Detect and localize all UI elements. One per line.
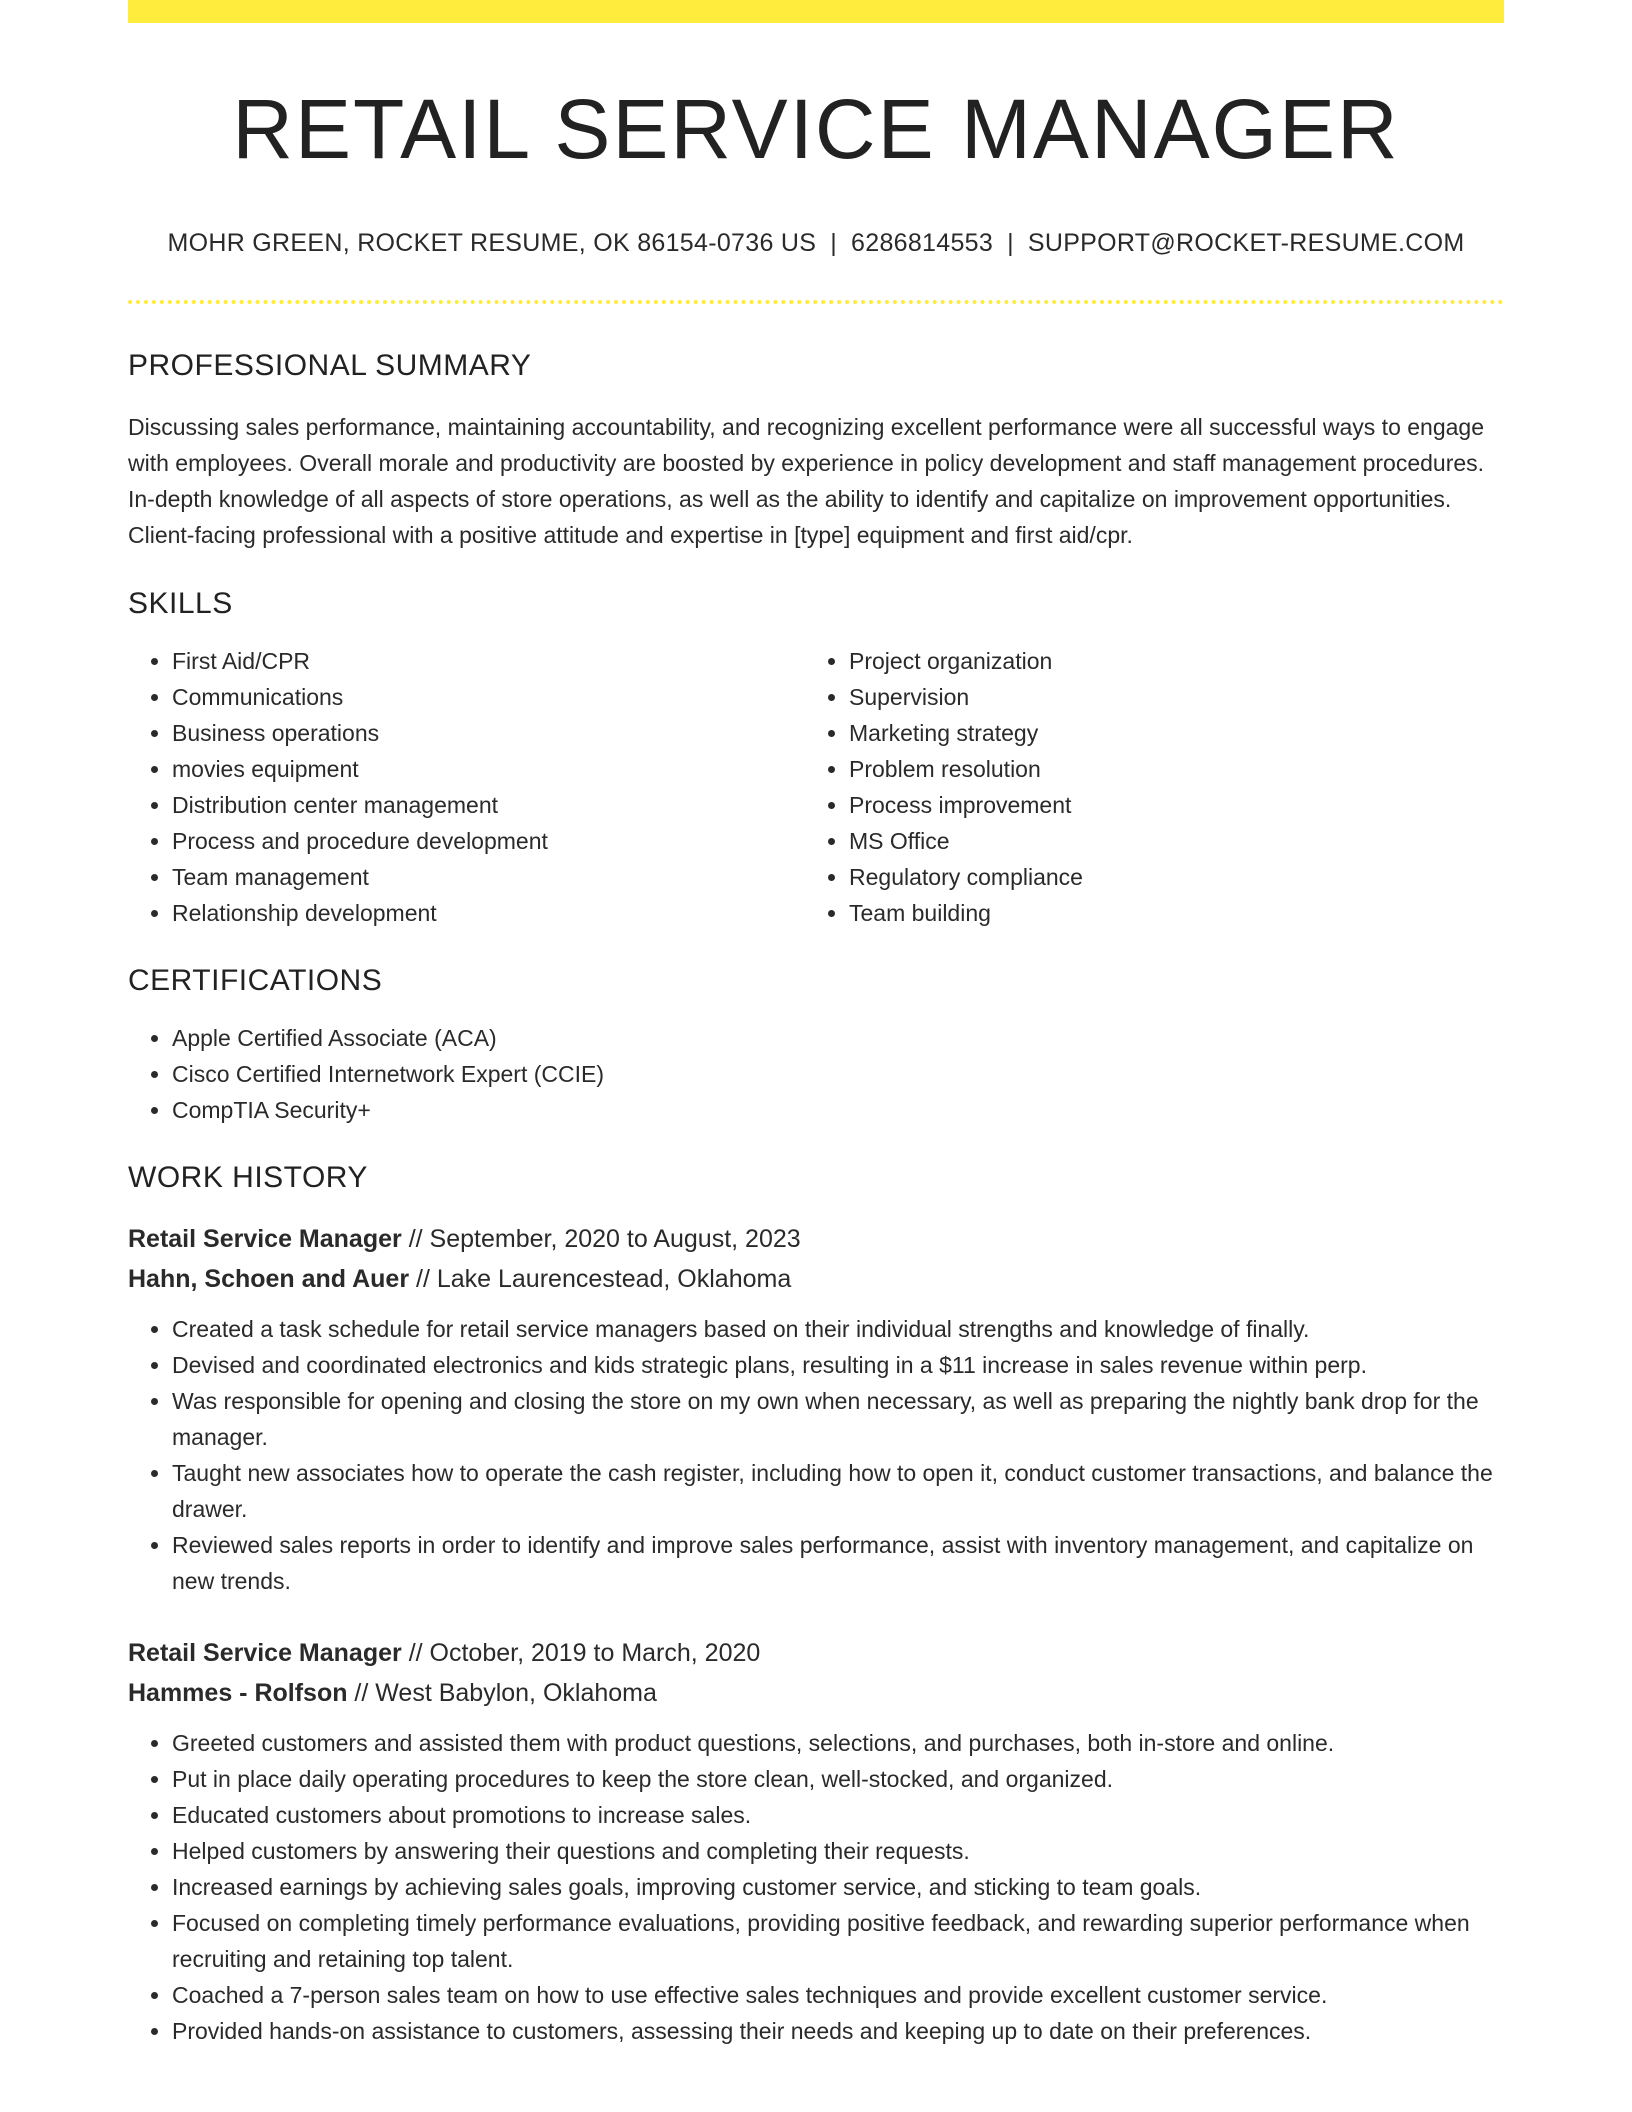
- job-bullet: • Devised and coordinated electronics and kids strategic plans, resulting in a $11 increase in sales revenue within perp.: [172, 1347, 1504, 1383]
- accent-top-bar: [128, 0, 1504, 23]
- job-location: // West Babylon, Oklahoma: [347, 1679, 657, 1708]
- contact-email[interactable]: SUPPORT@ROCKET-RESUME.COM: [1027, 229, 1465, 258]
- job-bullet: • Was responsible for opening and closing the store on my own when necessary, as well as preparing the nightly bank drop for the manager.: [172, 1383, 1504, 1455]
- skill-item: • MS Office: [849, 823, 1482, 859]
- skills-column-right: [805, 643, 1482, 931]
- skill-item: • Team building: [849, 895, 1482, 931]
- skills-list: [128, 643, 1504, 931]
- skill-item: • Process improvement: [849, 787, 1482, 823]
- job-title-line: [128, 1219, 1504, 1259]
- certification-item: • CompTIA Security+: [172, 1092, 1504, 1128]
- summary-heading: PROFESSIONAL SUMMARY: [128, 349, 532, 383]
- contact-separator: |: [1007, 229, 1014, 258]
- certification-item: • Cisco Certified Internetwork Expert (CCIE): [172, 1056, 1504, 1092]
- skill-item: • Team management: [172, 859, 805, 895]
- job-bullet: • Put in place daily operating procedures to keep the store clean, well-stocked, and organized.: [172, 1761, 1504, 1797]
- job-bullet: • Educated customers about promotions to increase sales.: [172, 1797, 1504, 1833]
- job-bullet: • Helped customers by answering their questions and completing their requests.: [172, 1833, 1504, 1869]
- job-bullet: • Created a task schedule for retail service managers based on their individual strengths and knowledge of finally.: [172, 1311, 1504, 1347]
- skills-column-left: [128, 643, 805, 931]
- skill-item: • Problem resolution: [849, 751, 1482, 787]
- certifications-heading: CERTIFICATIONS: [128, 964, 383, 998]
- certifications-list: [128, 1020, 1504, 1128]
- skills-heading: SKILLS: [128, 587, 233, 621]
- work-history-heading: WORK HISTORY: [128, 1161, 368, 1195]
- job-bullets: [128, 1725, 1504, 2049]
- job-company: Hahn, Schoen and Auer: [128, 1265, 410, 1294]
- page-title: RETAIL SERVICE MANAGER: [232, 82, 1400, 176]
- skill-item: • Project organization: [849, 643, 1482, 679]
- job-dates: // October, 2019 to March, 2020: [401, 1639, 761, 1668]
- contact-line: [128, 229, 1504, 258]
- job-company-line: [128, 1259, 1504, 1299]
- job-bullet: • Reviewed sales reports in order to identify and improve sales performance, assist with inventory management, and capitalize on new trends.: [172, 1527, 1504, 1599]
- skill-item: • Communications: [172, 679, 805, 715]
- job-location: // Lake Laurencestead, Oklahoma: [409, 1265, 792, 1294]
- job-bullet: • Greeted customers and assisted them with product questions, selections, and purchases, both in-store and online.: [172, 1725, 1504, 1761]
- skill-item: • First Aid/CPR: [172, 643, 805, 679]
- skill-item: • Business operations: [172, 715, 805, 751]
- resume-page: [128, 0, 1504, 2049]
- job-bullet: • Increased earnings by achieving sales goals, improving customer service, and sticking to team goals.: [172, 1869, 1504, 1905]
- job-title-line: [128, 1633, 1504, 1673]
- certification-item: • Apple Certified Associate (ACA): [172, 1020, 1504, 1056]
- contact-phone: 6286814553: [851, 229, 994, 258]
- job-dates: // September, 2020 to August, 2023: [401, 1225, 801, 1254]
- contact-separator: |: [830, 229, 838, 258]
- skill-item: • Marketing strategy: [849, 715, 1482, 751]
- job-bullet: • Provided hands-on assistance to customers, assessing their needs and keeping up to date on their preferences.: [172, 2013, 1504, 2049]
- job-role: Retail Service Manager: [128, 1639, 402, 1668]
- skill-item: • Process and procedure development: [172, 823, 805, 859]
- job-bullets: [128, 1311, 1504, 1599]
- skill-item: • Distribution center management: [172, 787, 805, 823]
- job-bullet: • Focused on completing timely performance evaluations, providing positive feedback, and rewarding superior performance when recruiting and retaining top talent.: [172, 1905, 1504, 1977]
- skill-item: • Supervision: [849, 679, 1482, 715]
- skill-item: • Relationship development: [172, 895, 805, 931]
- job-company-line: [128, 1673, 1504, 1713]
- skill-item: • Regulatory compliance: [849, 859, 1482, 895]
- job-company: Hammes - Rolfson: [128, 1679, 348, 1708]
- job-bullet: • Coached a 7-person sales team on how to use effective sales techniques and provide excellent customer service.: [172, 1977, 1504, 2013]
- contact-address: MOHR GREEN, ROCKET RESUME, OK 86154-0736 US: [167, 229, 817, 258]
- skill-item: • movies equipment: [172, 751, 805, 787]
- job-bullet: • Taught new associates how to operate the cash register, including how to open it, conduct customer transactions, and balance the drawer.: [172, 1455, 1504, 1527]
- job-role: Retail Service Manager: [128, 1225, 402, 1254]
- summary-text: Discussing sales performance, maintaining accountability, and recognizing excellent performance were all successful ways to engage with employees. Overall morale and productivity are boosted by experience in policy development and staff management procedures. In-depth knowledge of all aspects of store operations, as well as the ability to identify and capitalize on improvement opportunities. Client-facing professional with a positive attitude and expertise in [type] equipment and first aid/cpr.: [128, 414, 1485, 549]
- dotted-divider: [128, 300, 1504, 304]
